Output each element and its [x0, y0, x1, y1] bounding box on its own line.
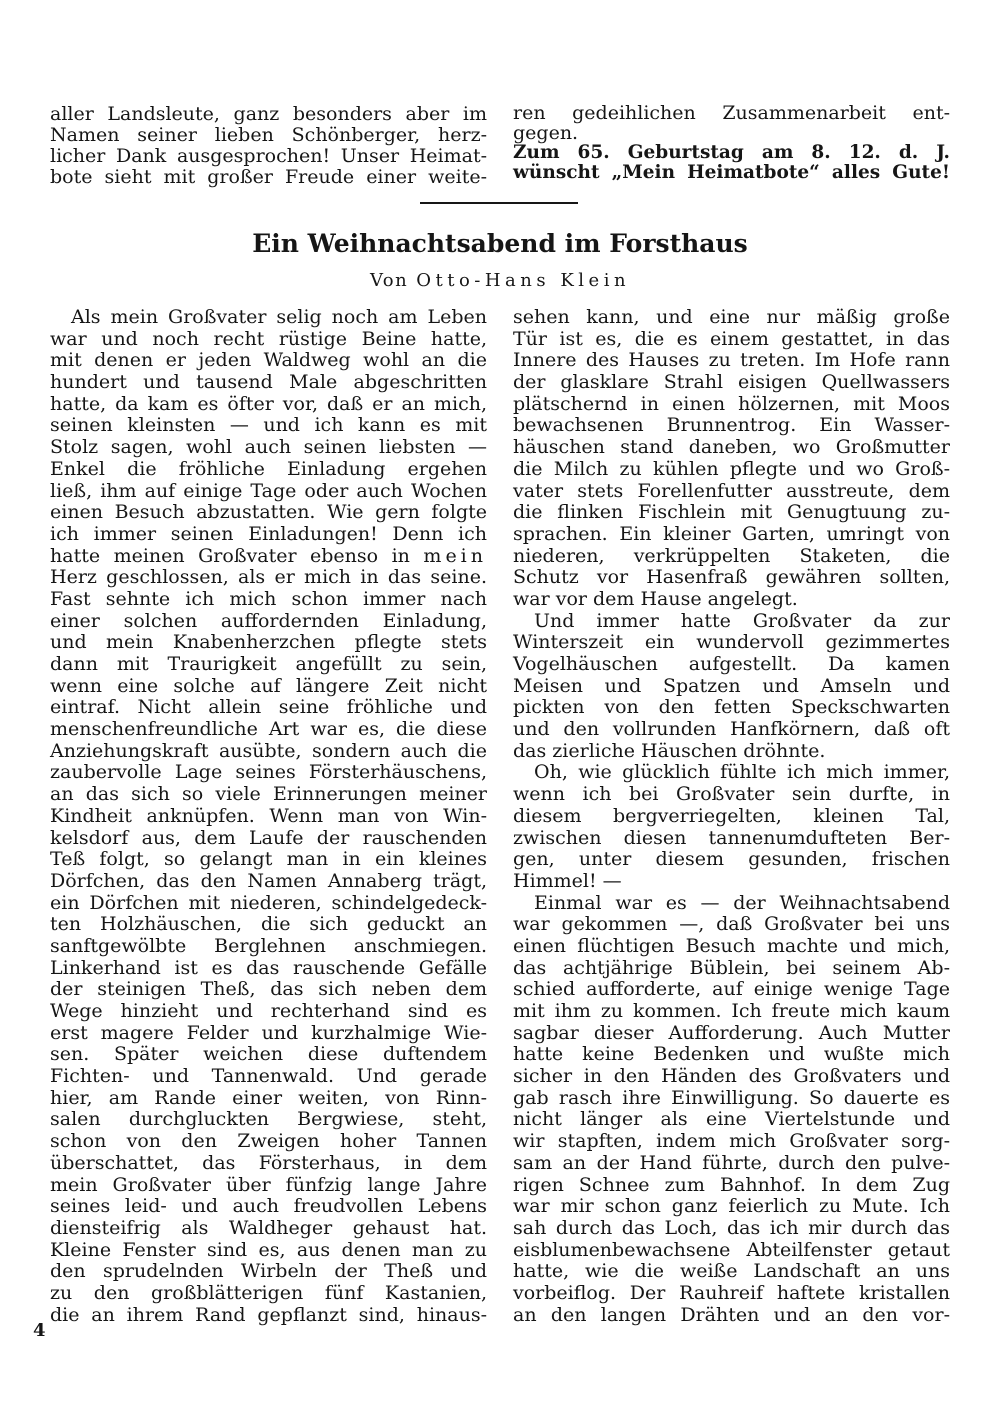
text-line: Enkel die fröhliche Einladung ergehen [50, 457, 487, 480]
text-line: Schutz vor Hasenfraß gewähren sollten, [513, 566, 950, 589]
text-line: Dörfchen, das den Namen Annaberg trägt, [50, 869, 487, 892]
text-line: mit denen er jeden Waldweg wohl an die [50, 349, 487, 372]
text-line: mit ihm zu kommen. Ich freute mich kaum [513, 1000, 950, 1022]
text-line: Himmel! — [513, 869, 622, 892]
text-line: überschattet, das Försterhaus, in dem [50, 1151, 487, 1174]
text-line: Linkerhand ist es das rauschende Gefälle [50, 956, 487, 979]
text-line: sagbar dieser Aufforderung. Auch Mutter [513, 1021, 950, 1044]
byline [0, 270, 1000, 292]
text-line: gen, unter diesem gesunden, frischen [513, 848, 950, 871]
article-right-column [513, 307, 950, 1326]
text-line: war mir schon ganz feierlich zu Mute. Ich [513, 1195, 950, 1218]
text-line: an den langen Drähten und an den vor- [513, 1303, 950, 1326]
birthday-greeting-line: Zum 65. Geburtstag am 8. 12. d. J. [513, 142, 950, 163]
text-line: Vogelhäuschen aufgestellt. Da kamen [513, 653, 950, 675]
text-line: bote sieht mit großer Freude einer weite- [50, 166, 487, 188]
text-line: Teß folgt, so gelangt man in ein kleines [50, 848, 487, 871]
text-line: hatte, da kam es öfter vor, daß er an mich, [50, 392, 487, 415]
text-line: plätschernd in einen hölzernen, mit Moos [513, 392, 950, 415]
text-line: erst magere Felder und kurzhalmige Wie- [50, 1021, 487, 1044]
text-line: Herz geschlossen, als er mich in das seine. [50, 566, 487, 589]
text-line: Meisen und Spatzen und Amseln und [513, 674, 950, 697]
text-line: Oh, wie glücklich fühlte ich mich immer, [534, 761, 950, 784]
text-line: sprachen. Ein kleiner Garten, umringt von [513, 522, 950, 545]
text-line: war und noch recht rüstige Beine hatte, [50, 327, 487, 350]
birthday-greeting-line: wünscht „Mein Heimatbote“ alles Gute! [513, 161, 950, 183]
text-line: vater stets Forellenfutter ausstreute, dem [513, 479, 950, 502]
text-line: die Milch zu kühlen pflegte und wo Groß- [513, 457, 950, 480]
text-line: aller Landsleute, ganz besonders aber im [50, 103, 487, 125]
text-line: Fichten- und Tannenwald. Und gerade [50, 1065, 487, 1088]
text-line: an das sich so viele Erinnerungen meiner [50, 783, 487, 806]
text-line: eisblumenbewachsene Abteilfenster getaut [513, 1238, 950, 1261]
text-line: ließ, ihm auf einige Tage oder auch Wochen [50, 479, 487, 502]
text-line: hier, am Rande einer weiten, von Rinn- [50, 1086, 487, 1109]
text-line: gab rasch ihre Einwilligung. So dauerte es [513, 1086, 950, 1109]
text-line: seines leid- und auch freudvollen Lebens [50, 1195, 487, 1218]
text-line: der steinigen Theß, das sich neben dem [50, 978, 487, 1001]
text-segment: hatte meinen Großvater ebenso in [50, 544, 410, 567]
text-line: sicher in den Händen des Großvaters und [513, 1065, 950, 1088]
page-number: 4 [33, 1320, 46, 1341]
text-line: der glasklare Strahl eisigen Quellwassers [513, 371, 950, 394]
text-line: salen durchgluckten Bergwiese, steht, [50, 1108, 487, 1131]
text-line: schon von den Zweigen hoher Tannen [50, 1130, 487, 1153]
emphasized-word: mein [423, 544, 487, 567]
text-line: hundert und tausend Male abgeschritten [50, 371, 487, 394]
text-line: Tür ist es, die es einem gestattet, in das [513, 327, 950, 350]
text-line: ich immer seinen Einladungen! Denn ich [50, 522, 487, 545]
text-line: zaubervolle Lage seines Försterhäuschens, [50, 761, 487, 784]
text-line: mein Großvater über fünfzig lange Jahre [50, 1173, 487, 1196]
text-line: Anziehungskraft ausübte, sondern auch die [50, 739, 487, 762]
text-line: und mein Knabenherzchen pflegte stets [50, 631, 487, 654]
text-line: Als mein Großvater selig noch am Leben [71, 306, 487, 328]
text-line: sah durch das Loch, das ich mir durch das [513, 1216, 950, 1239]
text-line: dann mit Traurigkeit angefüllt zu sein, [50, 653, 487, 675]
text-line: Winterszeit ein wundervoll gezimmertes [513, 631, 950, 654]
text-line: war vor dem Hause angelegt. [513, 587, 798, 610]
text-line: Kindheit anknüpfen. Wenn man von Win- [50, 804, 487, 827]
text-line: licher Dank ausgesprochen! Unser Heimat- [50, 145, 487, 167]
text-line: zwischen diesen tannenumdufteten Ber- [513, 826, 950, 849]
text-line: wir stapften, indem mich Großvater sorg- [513, 1130, 950, 1153]
previous-article-left-column [50, 104, 487, 188]
text-line: zu den großblätterigen fünf Kastanien, [50, 1281, 487, 1304]
text-line: menschenfreundliche Art war es, die diese [50, 718, 487, 741]
text-line: rigen Schnee zum Bahnhof. In dem Zug [513, 1173, 950, 1196]
text-line: gegen. [513, 121, 579, 144]
text-line: kelsdorf aus, dem Laufe der rauschenden [50, 826, 487, 849]
text-line: war gekommen —, daß Großvater bei uns [513, 913, 950, 936]
text-line: ein Dörfchen mit niederen, schindelgedeck- [50, 891, 487, 914]
text-line: Kleine Fenster sind es, aus denen man zu [50, 1238, 487, 1261]
text-line: eintraf. Nicht allein seine fröhliche und [50, 696, 487, 719]
text-line: sanftgewölbte Berglehnen anschmiegen. [50, 934, 487, 957]
section-divider [420, 202, 578, 204]
text-line: sehen kann, und eine nur mäßig große [513, 306, 950, 328]
text-line: hatte, wie die weiße Landschaft an uns [513, 1260, 950, 1283]
text-line: das zierliche Häuschen dröhnte. [513, 739, 826, 762]
text-line: den sprudelnden Wirbeln der Theß und [50, 1260, 487, 1283]
text-line: nicht länger als eine Viertelstunde und [513, 1108, 950, 1131]
text-line: Stolz sagen, wohl auch seinen liebsten — [50, 436, 487, 459]
text-line: wenn ich bei Großvater sein durfte, in [513, 783, 950, 806]
text-line: häuschen stand daneben, wo Großmutter [513, 436, 950, 459]
text-line: diensteifrig als Waldheger gehaust hat. [50, 1216, 487, 1239]
text-line: einen flüchtigen Besuch machte und mich, [513, 934, 950, 957]
text-line: diesem bergverriegelten, kleinen Tal, [513, 804, 950, 827]
author-name: Otto-Hans Klein [416, 270, 631, 291]
text-line: vorbeiflog. Der Rauhreif haftete kristallen [513, 1281, 950, 1304]
text-line: seinen kleinsten — und ich kann es mit [50, 414, 487, 437]
text-line: Innere des Hauses zu treten. Im Hofe rann [513, 349, 950, 372]
text-line: einen Besuch abzustatten. Wie gern folgte [50, 501, 487, 524]
text-line: die an ihrem Rand gepflanzt sind, hinaus- [50, 1303, 487, 1326]
text-line: sen. Später weichen diese duftendem [50, 1043, 487, 1066]
previous-article-right-column [513, 104, 950, 182]
text-line: Und immer hatte Großvater da zur [534, 609, 950, 632]
text-line: ren gedeihlichen Zusammenarbeit ent- [513, 102, 950, 124]
text-line: Wege hinzieht und rechterhand sind es [50, 1000, 487, 1022]
text-line: und den vollrunden Hanfkörnern, daß oft [513, 718, 950, 741]
text-line [50, 546, 487, 568]
article-title: Ein Weihnachtsabend im Forsthaus [252, 229, 748, 258]
text-line: ten Holzhäuschen, die sich geduckt an [50, 913, 487, 936]
text-line: schied aufforderte, auf einige wenige Tage [513, 978, 950, 1001]
byline-prefix: Von [369, 270, 409, 291]
text-line: pickten von den fetten Speckschwarten [513, 696, 950, 719]
text-line: Einmal war es — der Weihnachtsabend [534, 891, 950, 914]
text-line: das achtjährige Büblein, bei seinem Ab- [513, 956, 950, 979]
text-line: hatte keine Bedenken und wußte mich [513, 1043, 950, 1066]
article-left-column [50, 307, 487, 1326]
text-line: niederen, verkrüppelten Staketen, die [513, 544, 950, 567]
text-line: sam an der Hand führte, durch den pulve- [513, 1151, 950, 1174]
text-line: die flinken Fischlein mit Genugtuung zu- [513, 501, 950, 524]
text-line: Fast sehnte ich mich schon immer nach [50, 587, 487, 610]
text-line: wenn eine solche auf längere Zeit nicht [50, 674, 487, 697]
text-line: einer solchen auffordernden Einladung, [50, 609, 487, 632]
text-line: Namen seiner lieben Schönberger, herz- [50, 124, 487, 146]
text-line: bewachsenen Brunnentrog. Ein Wasser- [513, 414, 950, 437]
